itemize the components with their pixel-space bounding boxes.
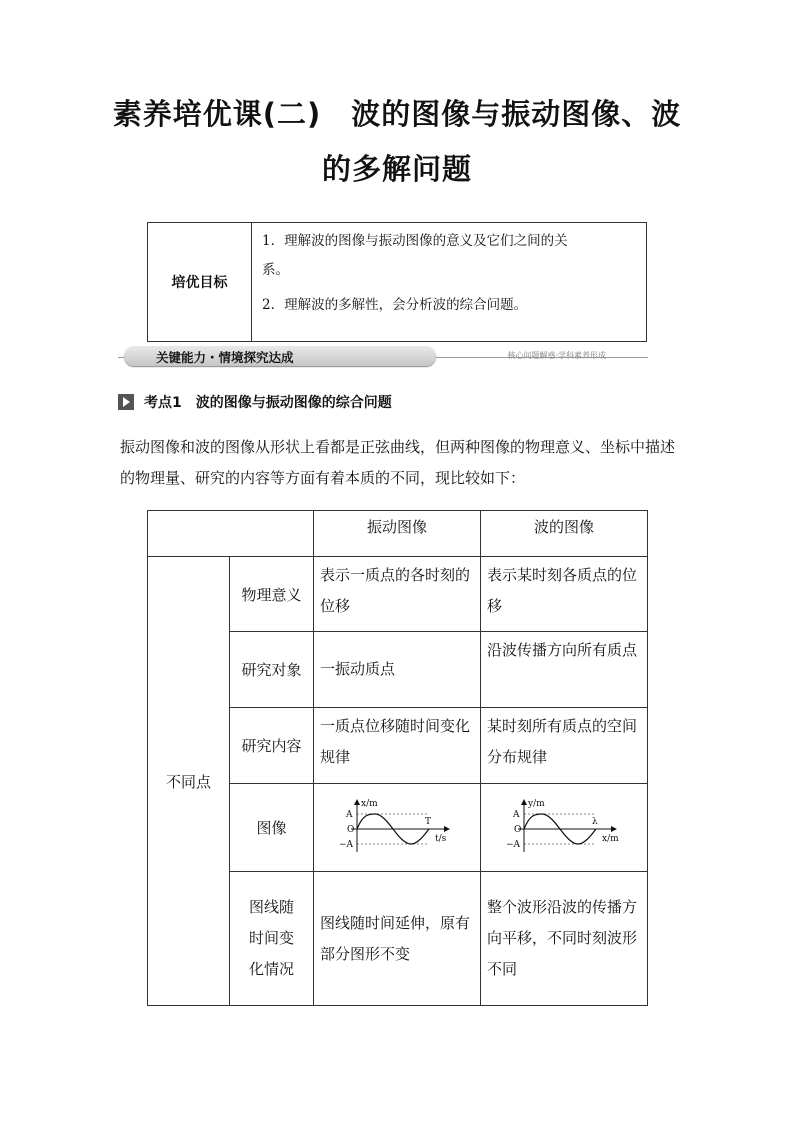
- wave-graph-cell: [481, 784, 648, 872]
- section-heading: [118, 392, 392, 412]
- change-vibration: 图线随时间延伸，原有部分图形不变: [314, 872, 481, 1006]
- meaning-wave: 表示某时刻各质点的位移: [481, 557, 648, 632]
- page-title-line2: 的多解问题: [321, 152, 472, 186]
- change-label-line2: 时间变: [248, 929, 294, 947]
- wavelength-label: λ: [592, 816, 598, 827]
- neg-amp-label: −A: [506, 839, 521, 850]
- goals-box: [147, 222, 647, 342]
- header-empty-cell: [148, 511, 314, 557]
- intro-paragraph: 振动图像和波的图像从形状上看都是正弦曲线，但两种图像的物理意义、坐标中描述的物理量、研究的内容等方面有着本质的不同，现比较如下：: [120, 438, 676, 487]
- period-label: T: [425, 816, 432, 827]
- y-axis-label: x/m: [361, 798, 378, 809]
- comparison-table: [147, 510, 648, 1006]
- change-label-line3: 化情况: [248, 960, 294, 978]
- header-wave: 波的图像: [481, 511, 648, 557]
- row-label-graph: 图像: [230, 784, 314, 872]
- goal-item-1a: 1．理解波的图像与振动图像的意义及它们之间的关: [262, 233, 568, 249]
- goal-item-2: 2．理解波的多解性，会分析波的综合问题。: [262, 297, 528, 313]
- vibration-graph: [337, 796, 457, 856]
- amp-label: A: [346, 809, 353, 820]
- banner-label: 关键能力・情境探究达成: [156, 350, 294, 365]
- banner-pill: [124, 346, 436, 366]
- banner-right-text: 核心问题解惑·学科素养形成: [507, 351, 606, 360]
- y-axis-label: y/m: [528, 798, 545, 809]
- object-vibration: 一振动质点: [314, 632, 481, 708]
- origin-label: O: [514, 824, 522, 835]
- change-label-line1: 图线随: [248, 898, 294, 916]
- row-label-meaning: 物理意义: [230, 557, 314, 632]
- x-axis-label: t/s: [435, 833, 447, 844]
- origin-label: O: [347, 824, 355, 835]
- page-title-line1: 素养培优课(二) 波的图像与振动图像、波: [112, 97, 682, 131]
- section-banner: [118, 346, 648, 368]
- section-name: 波的图像与振动图像的综合问题: [195, 395, 392, 411]
- section-number: 考点1: [144, 395, 182, 411]
- meaning-vibration: 表示一质点的各时刻的位移: [314, 557, 481, 632]
- header-vibration: 振动图像: [314, 511, 481, 557]
- row-label-change: [230, 872, 314, 1006]
- content-wave: 某时刻所有质点的空间分布规律: [481, 708, 648, 784]
- content-vibration: 一质点位移随时间变化规律: [314, 708, 481, 784]
- amp-label: A: [513, 809, 520, 820]
- wave-graph: [504, 796, 624, 856]
- object-wave: 沿波传播方向所有质点: [481, 632, 648, 708]
- vibration-graph-cell: [314, 784, 481, 872]
- goal-item-1b: 系。: [262, 262, 289, 278]
- play-triangle-icon: [118, 394, 134, 410]
- row-label-content: 研究内容: [230, 708, 314, 784]
- goals-body: [252, 223, 646, 341]
- group-label: 不同点: [148, 557, 230, 1006]
- goals-label: 培优目标: [148, 223, 252, 341]
- neg-amp-label: −A: [339, 839, 354, 850]
- x-axis-label: x/m: [602, 833, 619, 844]
- row-label-object: 研究对象: [230, 632, 314, 708]
- change-wave: 整个波形沿波的传播方向平移，不同时刻波形不同: [481, 872, 648, 1006]
